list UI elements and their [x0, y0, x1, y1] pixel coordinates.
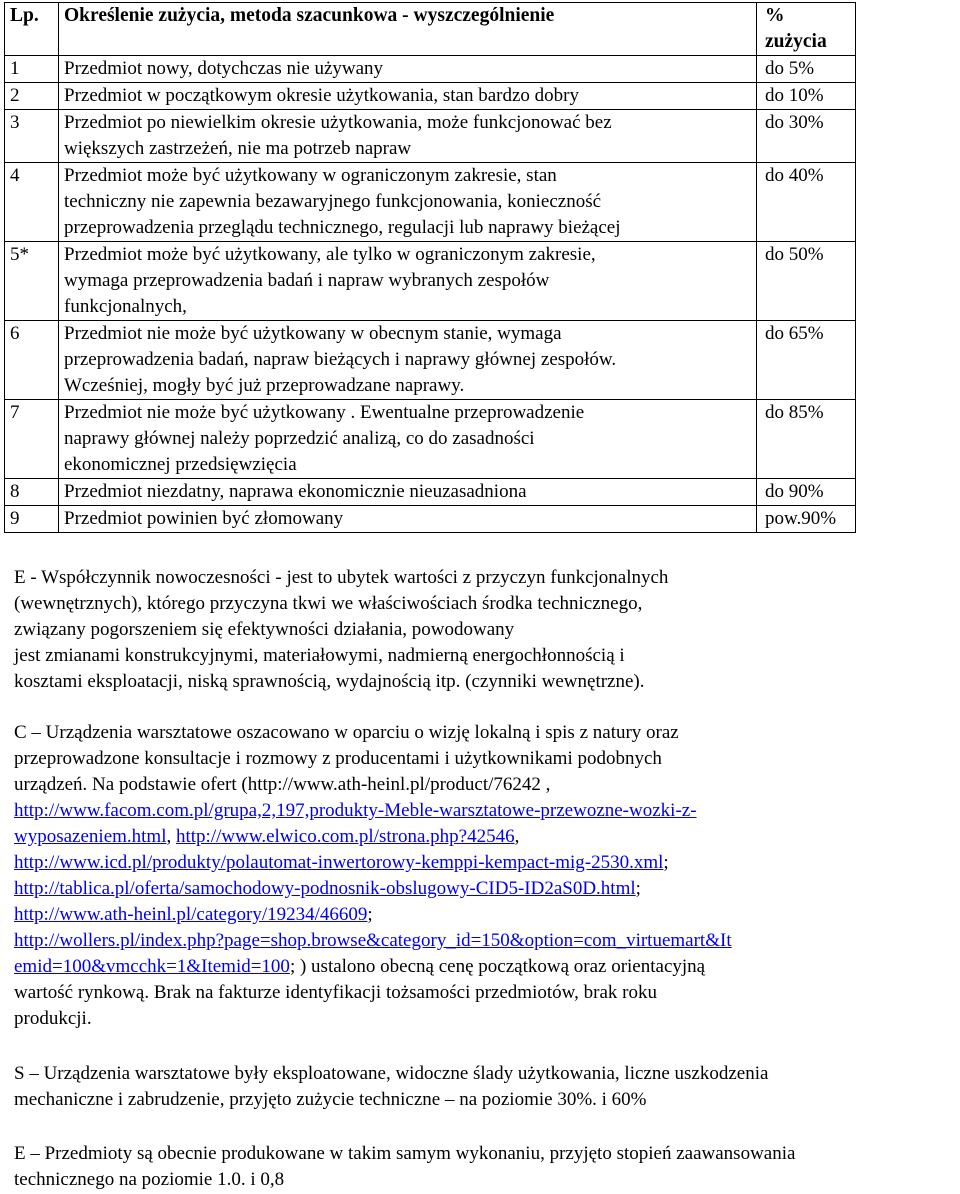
separator: , — [514, 826, 520, 847]
text-line: związany pogorszeniem się efektywności działania, powodowany — [14, 619, 515, 640]
link-icd[interactable]: http://www.icd.pl/produkty/polautomat-inwertorowy-kemppi-kempact-mig-2530.xml — [14, 852, 664, 873]
row-line: Przedmiot nowy, dotychczas nie używany — [64, 58, 384, 79]
row-wear-percent: do 30% — [757, 110, 856, 163]
text-line: (wewnętrznych), którego przyczyna tkwi we właściwościach środka technicznego, — [14, 593, 643, 614]
row-line: ekonomicznej przedsięwzięcia — [64, 454, 297, 475]
wear-table — [4, 2, 856, 533]
separator: ; — [663, 852, 669, 873]
text-line: jest zmianami konstrukcyjnymi, materiałowymi, nadmierną energochłonnością i — [14, 645, 625, 666]
row-wear-percent: pow.90% — [757, 506, 856, 533]
text-line: kosztami eksploatacji, niską sprawnością, wydajnością itp. (czynniki wewnętrzne). — [14, 671, 645, 692]
row-line: przeprowadzenia badań, napraw bieżących i naprawy głównej zespołów. — [64, 349, 617, 370]
row-line: Wcześniej, mogły być już przeprowadzane naprawy. — [64, 375, 465, 396]
row-description — [59, 321, 757, 400]
table-row — [5, 321, 856, 400]
paragraph-valuation-method — [14, 720, 944, 1032]
table-row — [5, 83, 856, 110]
table-row — [5, 400, 856, 479]
text-line — [14, 824, 944, 850]
link-wollers[interactable]: http://wollers.pl/index.php?page=shop.browse&category_id=150&option=com_virtuemart&It — [14, 930, 732, 951]
row-description — [59, 163, 757, 242]
table-row — [5, 163, 856, 242]
row-line: Przedmiot w początkowym okresie użytkowania, stan bardzo dobry — [64, 85, 579, 106]
link-facom-cont[interactable]: wyposazeniem.html — [14, 826, 167, 847]
row-lp: 6 — [5, 321, 59, 400]
separator: ; — [367, 904, 373, 925]
row-line: większych zastrzeżeń, nie ma potrzeb napraw — [64, 138, 412, 159]
row-line: wymaga przeprowadzenia badań i napraw wybranych zespołów — [64, 270, 550, 291]
text-line: E – Przedmioty są obecnie produkowane w takim samym wykonaniu, przyjęto stopień zaawansowania — [14, 1143, 796, 1164]
row-line: Przedmiot nie może być użytkowany w obecnym stanie, wymaga — [64, 323, 562, 344]
row-lp: 3 — [5, 110, 59, 163]
paragraph-modernity-factor — [14, 565, 944, 695]
table-row — [5, 479, 856, 506]
row-lp: 5* — [5, 242, 59, 321]
text-line — [14, 876, 944, 902]
row-lp: 7 — [5, 400, 59, 479]
row-line: Przedmiot niezdatny, naprawa ekonomicznie nieuzasadniona — [64, 481, 527, 502]
row-line: przeprowadzenia przeglądu technicznego, regulacji lub naprawy bieżącej — [64, 217, 621, 238]
row-line: techniczny nie zapewnia bezawaryjnego funkcjonowania, konieczność — [64, 191, 602, 212]
row-line: funkcjonalnych, — [64, 296, 187, 317]
text-line: produkcji. — [14, 1008, 92, 1029]
text-line: urządzeń. Na podstawie ofert (http://www.ath-heinl.pl/product/76242 , — [14, 774, 551, 795]
header-wear-percent: % zużycia — [757, 3, 856, 56]
link-ath-heinl[interactable]: http://www.ath-heinl.pl/category/19234/46609 — [14, 904, 368, 925]
row-wear-percent: do 90% — [757, 479, 856, 506]
row-description — [59, 506, 757, 533]
header-lp: Lp. — [5, 3, 59, 56]
header-description: Określenie zużycia, metoda szacunkowa - wyszczególnienie — [59, 3, 757, 56]
text-line: wartość rynkową. Brak na fakturze identyfikacji tożsamości przedmiotów, brak roku — [14, 982, 657, 1003]
table-header-row — [5, 3, 856, 56]
separator: , — [166, 826, 176, 847]
row-description — [59, 83, 757, 110]
paragraph-technical-advancement — [14, 1141, 944, 1193]
table-row — [5, 110, 856, 163]
table-row — [5, 56, 856, 83]
text-line: S – Urządzenia warsztatowe były eksploatowane, widoczne ślady użytkowania, liczne uszkodzenia — [14, 1063, 769, 1084]
row-description — [59, 242, 757, 321]
text-line: C – Urządzenia warsztatowe oszacowano w oparciu o wizję lokalną i spis z natury oraz — [14, 722, 679, 743]
row-wear-percent: do 5% — [757, 56, 856, 83]
text-after-link: ; ) ustalono obecną cenę początkową oraz orientacyjną — [289, 956, 706, 977]
row-lp: 1 — [5, 56, 59, 83]
link-elwico[interactable]: http://www.elwico.com.pl/strona.php?42546 — [176, 826, 515, 847]
row-wear-percent: do 65% — [757, 321, 856, 400]
text-line — [14, 954, 944, 980]
row-wear-percent: do 85% — [757, 400, 856, 479]
text-line — [14, 902, 944, 928]
text-line — [14, 850, 944, 876]
text-line — [14, 798, 944, 824]
text-line: E - Współczynnik nowoczesności - jest to ubytek wartości z przyczyn funkcjonalnych — [14, 567, 669, 588]
table-row — [5, 242, 856, 321]
row-wear-percent: do 40% — [757, 163, 856, 242]
row-lp: 8 — [5, 479, 59, 506]
row-line: Przedmiot nie może być użytkowany . Ewentualne przeprowadzenie — [64, 402, 585, 423]
row-lp: 9 — [5, 506, 59, 533]
link-facom[interactable]: http://www.facom.com.pl/grupa,2,197,produkty-Meble-warsztatowe-przewozne-wozki-z- — [14, 800, 697, 821]
row-description — [59, 479, 757, 506]
row-description — [59, 56, 757, 83]
row-line: Przedmiot może być użytkowany w ograniczonym zakresie, stan — [64, 165, 557, 186]
row-lp: 4 — [5, 163, 59, 242]
link-tablica[interactable]: http://tablica.pl/oferta/samochodowy-podnosnik-obslugowy-CID5-ID2aS0D.html — [14, 878, 636, 899]
link-wollers-cont[interactable]: emid=100&vmcchk=1&Itemid=100 — [14, 956, 290, 977]
row-line: naprawy głównej należy poprzedzić analizą, co do zasadności — [64, 428, 535, 449]
text-line: przeprowadzone konsultacje i rozmowy z producentami i użytkownikami podobnych — [14, 748, 662, 769]
text-line — [14, 928, 944, 954]
table-row — [5, 506, 856, 533]
separator: ; — [635, 878, 641, 899]
paragraph-technical-condition — [14, 1061, 944, 1113]
text-line: technicznego na poziomie 1.0. i 0,8 — [14, 1169, 285, 1190]
row-lp: 2 — [5, 83, 59, 110]
row-line: Przedmiot może być użytkowany, ale tylko w ograniczonym zakresie, — [64, 244, 596, 265]
text-line: mechaniczne i zabrudzenie, przyjęto zużycie techniczne – na poziomie 30%. i 60% — [14, 1089, 647, 1110]
row-line: Przedmiot powinien być złomowany — [64, 508, 344, 529]
row-description — [59, 400, 757, 479]
row-wear-percent: do 10% — [757, 83, 856, 110]
row-wear-percent: do 50% — [757, 242, 856, 321]
row-description — [59, 110, 757, 163]
row-line: Przedmiot po niewielkim okresie użytkowania, może funkcjonować bez — [64, 112, 612, 133]
